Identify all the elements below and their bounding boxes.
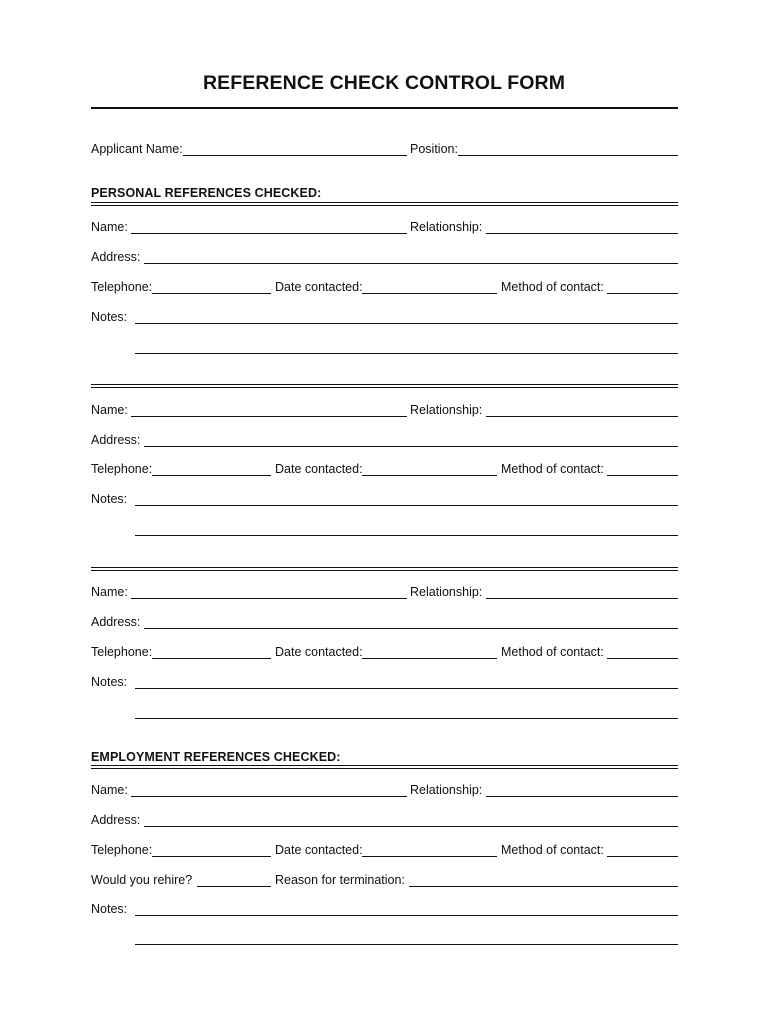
name-label: Name: <box>91 585 128 599</box>
telephone-label: Telephone: <box>91 843 153 857</box>
notes-field[interactable] <box>135 323 678 324</box>
form-title: REFERENCE CHECK CONTROL FORM <box>202 72 566 94</box>
relationship-label: Relationship: <box>410 585 483 599</box>
ref3-contact-row <box>91 645 678 663</box>
address-field[interactable] <box>144 446 678 447</box>
position-label: Position: <box>410 142 458 156</box>
telephone-label: Telephone: <box>91 462 153 476</box>
termination-reason-label: Reason for termination: <box>275 873 405 887</box>
ref2-contact-row <box>91 462 678 480</box>
date-contacted-field[interactable] <box>362 293 497 294</box>
address-field[interactable] <box>144 826 678 827</box>
ref1-contact-row <box>91 280 678 298</box>
employment-references-heading: EMPLOYMENT REFERENCES CHECKED: <box>91 750 341 764</box>
method-of-contact-field[interactable] <box>607 856 678 857</box>
date-contacted-label: Date contacted: <box>275 462 363 476</box>
notes-field[interactable] <box>135 915 678 916</box>
notes-field-line-2[interactable] <box>135 353 678 354</box>
telephone-field[interactable] <box>152 293 271 294</box>
date-contacted-label: Date contacted: <box>275 280 363 294</box>
emp-notes-row <box>91 902 678 920</box>
relationship-field[interactable] <box>486 598 678 599</box>
address-label: Address: <box>91 250 141 264</box>
address-field[interactable] <box>144 628 678 629</box>
method-of-contact-label: Method of contact: <box>501 843 604 857</box>
applicant-name-field[interactable] <box>183 155 407 156</box>
name-field[interactable] <box>131 796 407 797</box>
telephone-field[interactable] <box>152 856 271 857</box>
address-label: Address: <box>91 813 141 827</box>
section-rule <box>91 202 678 206</box>
position-field[interactable] <box>458 155 678 156</box>
relationship-field[interactable] <box>486 416 678 417</box>
address-label: Address: <box>91 615 141 629</box>
telephone-field[interactable] <box>152 475 271 476</box>
notes-field-line-2[interactable] <box>135 944 678 945</box>
section-rule <box>91 567 678 571</box>
address-field[interactable] <box>144 263 678 264</box>
name-field[interactable] <box>131 598 407 599</box>
name-field[interactable] <box>131 233 407 234</box>
notes-label: Notes: <box>91 902 128 916</box>
name-label: Name: <box>91 403 128 417</box>
ref3-notes-row-2 <box>91 705 678 723</box>
telephone-label: Telephone: <box>91 280 153 294</box>
relationship-label: Relationship: <box>410 783 483 797</box>
ref2-address-row <box>91 433 678 451</box>
ref2-notes-row <box>91 492 678 510</box>
ref1-notes-row-2 <box>91 340 678 358</box>
emp-address-row <box>91 813 678 831</box>
date-contacted-label: Date contacted: <box>275 843 363 857</box>
notes-field[interactable] <box>135 688 678 689</box>
method-of-contact-label: Method of contact: <box>501 280 604 294</box>
termination-reason-field[interactable] <box>409 886 678 887</box>
name-label: Name: <box>91 220 128 234</box>
ref3-address-row <box>91 615 678 633</box>
relationship-label: Relationship: <box>410 403 483 417</box>
rehire-label: Would you rehire? <box>91 873 193 887</box>
notes-field-line-2[interactable] <box>135 718 678 719</box>
method-of-contact-label: Method of contact: <box>501 645 604 659</box>
method-of-contact-field[interactable] <box>607 293 678 294</box>
notes-field[interactable] <box>135 505 678 506</box>
ref1-notes-row <box>91 310 678 328</box>
ref3-notes-row <box>91 675 678 693</box>
telephone-label: Telephone: <box>91 645 153 659</box>
relationship-label: Relationship: <box>410 220 483 234</box>
name-field[interactable] <box>131 416 407 417</box>
method-of-contact-field[interactable] <box>607 658 678 659</box>
date-contacted-field[interactable] <box>362 856 497 857</box>
ref1-name-row <box>91 220 678 238</box>
emp-name-row <box>91 783 678 801</box>
ref2-name-row <box>91 403 678 421</box>
method-of-contact-field[interactable] <box>607 475 678 476</box>
section-rule <box>91 765 678 769</box>
applicant-name-label: Applicant Name: <box>91 142 183 156</box>
method-of-contact-label: Method of contact: <box>501 462 604 476</box>
telephone-field[interactable] <box>152 658 271 659</box>
ref2-notes-row-2 <box>91 522 678 540</box>
date-contacted-field[interactable] <box>362 658 497 659</box>
relationship-field[interactable] <box>486 796 678 797</box>
emp-rehire-row <box>91 873 678 891</box>
name-label: Name: <box>91 783 128 797</box>
ref1-address-row <box>91 250 678 268</box>
ref3-name-row <box>91 585 678 603</box>
title-rule <box>91 107 678 109</box>
applicant-row <box>91 142 678 160</box>
notes-label: Notes: <box>91 310 128 324</box>
notes-label: Notes: <box>91 675 128 689</box>
notes-field-line-2[interactable] <box>135 535 678 536</box>
personal-references-heading: PERSONAL REFERENCES CHECKED: <box>91 186 322 200</box>
rehire-field[interactable] <box>197 886 271 887</box>
address-label: Address: <box>91 433 141 447</box>
emp-notes-row-2 <box>91 931 678 949</box>
relationship-field[interactable] <box>486 233 678 234</box>
section-rule <box>91 384 678 388</box>
emp-contact-row <box>91 843 678 861</box>
date-contacted-label: Date contacted: <box>275 645 363 659</box>
date-contacted-field[interactable] <box>362 475 497 476</box>
notes-label: Notes: <box>91 492 128 506</box>
